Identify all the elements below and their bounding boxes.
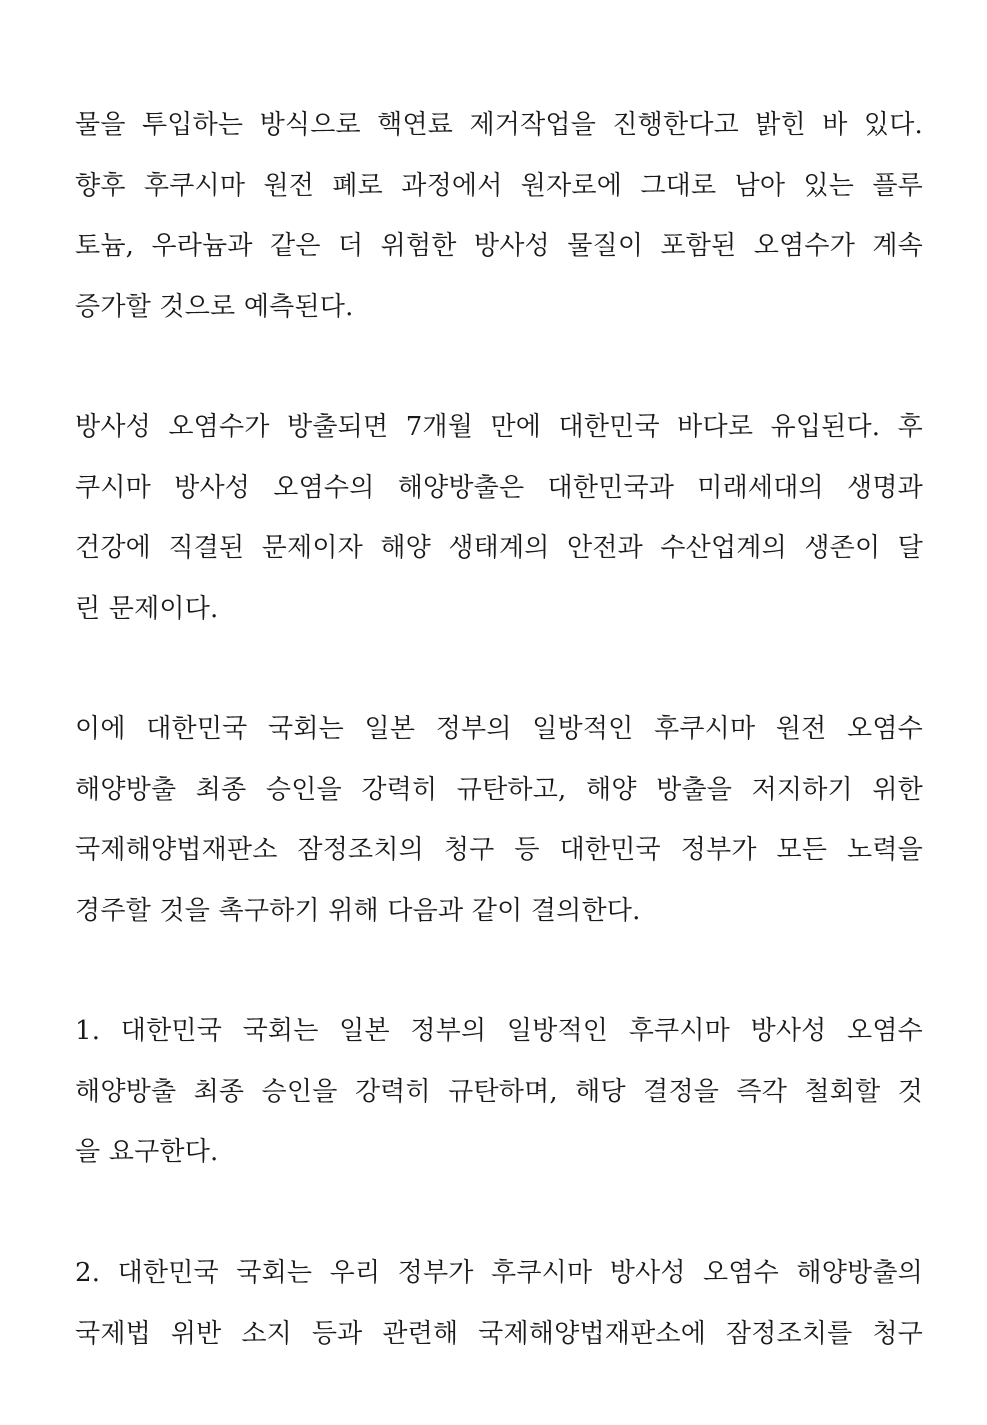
text-line: 을 요구한다. — [75, 1137, 219, 1167]
text-line: 국제법 위반 소지 등과 관련해 국제해양법재판소에 잠정조치를 청구 — [75, 1318, 923, 1349]
text-line: 방사성 오염수가 방출되면 7개월 만에 대한민국 바다로 유입된다. 후 — [75, 412, 923, 442]
text-line: 경주할 것을 촉구하기 위해 다음과 같이 결의한다. — [75, 895, 641, 926]
text-line: 해양방출 최종 승인을 강력히 규탄하고, 해양 방출을 저지하기 위한 — [75, 774, 923, 805]
text-line: 1. 대한민국 국회는 일본 정부의 일방적인 후쿠시마 방사성 오염수 — [75, 1016, 923, 1046]
text-line: 2. 대한민국 국회는 우리 정부가 후쿠시마 방사성 오염수 해양방출의 — [75, 1258, 923, 1288]
text-line: 증가할 것으로 예측된다. — [75, 291, 354, 322]
paragraph-fuel-removal — [75, 95, 923, 337]
text-line: 물을 투입하는 방식으로 핵연료 제거작업을 진행한다고 밝힌 바 있다. — [75, 110, 923, 140]
text-line: 국제해양법재판소 잠정조치의 청구 등 대한민국 정부가 모든 노력을 — [75, 835, 923, 865]
text-line: 향후 후쿠시마 원전 폐로 과정에서 원자로에 그대로 남아 있는 플루 — [75, 170, 923, 201]
resolution-item-2 — [75, 1243, 923, 1364]
paragraph-inflow-korea — [75, 397, 923, 639]
text-line: 건강에 직결된 문제이자 해양 생태계의 안전과 수산업계의 생존이 달 — [75, 533, 923, 563]
paragraph-resolution-intro — [75, 699, 923, 941]
text-line: 쿠시마 방사성 오염수의 해양방출은 대한민국과 미래세대의 생명과 — [75, 472, 923, 503]
text-line: 린 문제이다. — [75, 593, 219, 624]
text-line: 이에 대한민국 국회는 일본 정부의 일방적인 후쿠시마 원전 오염수 — [75, 714, 923, 744]
text-line: 토늄, 우라늄과 같은 더 위험한 방사성 물질이 포함된 오염수가 계속 — [75, 231, 923, 261]
resolution-item-1 — [75, 1001, 923, 1183]
text-line: 해양방출 최종 승인을 강력히 규탄하며, 해당 결정을 즉각 철회할 것 — [75, 1076, 923, 1107]
